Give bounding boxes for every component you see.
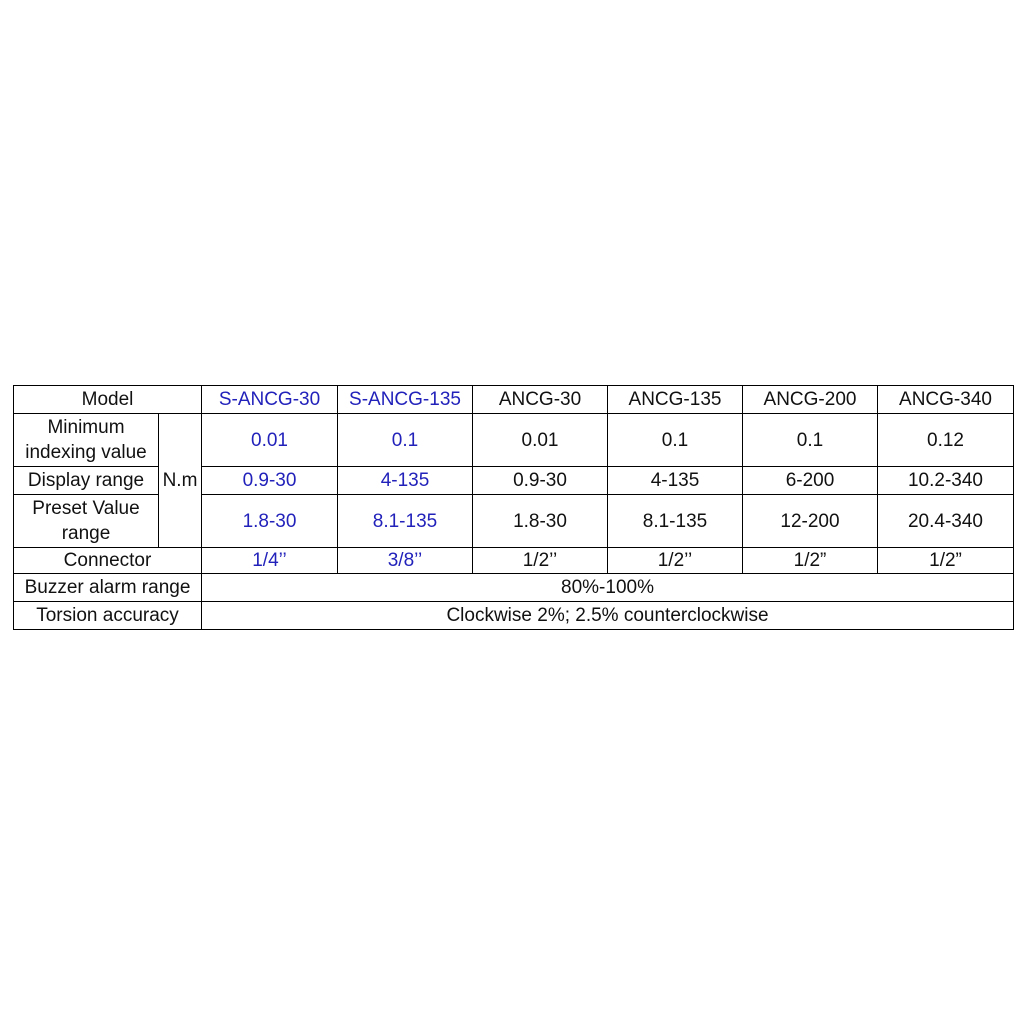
model-name: S-ANCG-135 [338,386,473,414]
unit-label: N.m [159,414,202,548]
table-cell: 0.12 [878,414,1014,467]
row-label: Display range [14,467,159,495]
model-name: S-ANCG-30 [202,386,338,414]
table-cell: 80%-100% [202,574,1014,602]
table-cell: 20.4-340 [878,495,1014,548]
table-cell: Clockwise 2%; 2.5% counterclockwise [202,602,1014,630]
row-label: Preset Value range [14,495,159,548]
table-cell: 1/2” [743,548,878,574]
table-cell: 0.1 [608,414,743,467]
table-cell: 3/8’’ [338,548,473,574]
row-label: Buzzer alarm range [14,574,202,602]
table-cell: 8.1-135 [608,495,743,548]
table-cell: 6-200 [743,467,878,495]
table-cell: 10.2-340 [878,467,1014,495]
table-cell: 0.01 [202,414,338,467]
model-name: ANCG-200 [743,386,878,414]
model-name: ANCG-135 [608,386,743,414]
row-label: Torsion accuracy [14,602,202,630]
table-cell: 0.1 [743,414,878,467]
table-cell: 1.8-30 [473,495,608,548]
table-cell: 0.9-30 [473,467,608,495]
table-cell: 1/2’’ [608,548,743,574]
model-name: ANCG-30 [473,386,608,414]
model-name: ANCG-340 [878,386,1014,414]
table-cell: 4-135 [338,467,473,495]
table-cell: 1/2” [878,548,1014,574]
table-row [14,548,1014,574]
row-label: Minimum indexing value [14,414,159,467]
header-row [14,386,1014,414]
table-cell: 1.8-30 [202,495,338,548]
table-row [14,602,1014,630]
spec-table [13,385,1014,630]
table-row [14,414,1014,467]
table-cell: 12-200 [743,495,878,548]
model-header-label: Model [14,386,202,414]
table-cell: 0.01 [473,414,608,467]
table-cell: 0.1 [338,414,473,467]
table-cell: 4-135 [608,467,743,495]
row-label: Connector [14,548,202,574]
table-cell: 8.1-135 [338,495,473,548]
table-row [14,574,1014,602]
table-cell: 1/2’’ [473,548,608,574]
table-cell: 0.9-30 [202,467,338,495]
table-cell: 1/4’’ [202,548,338,574]
